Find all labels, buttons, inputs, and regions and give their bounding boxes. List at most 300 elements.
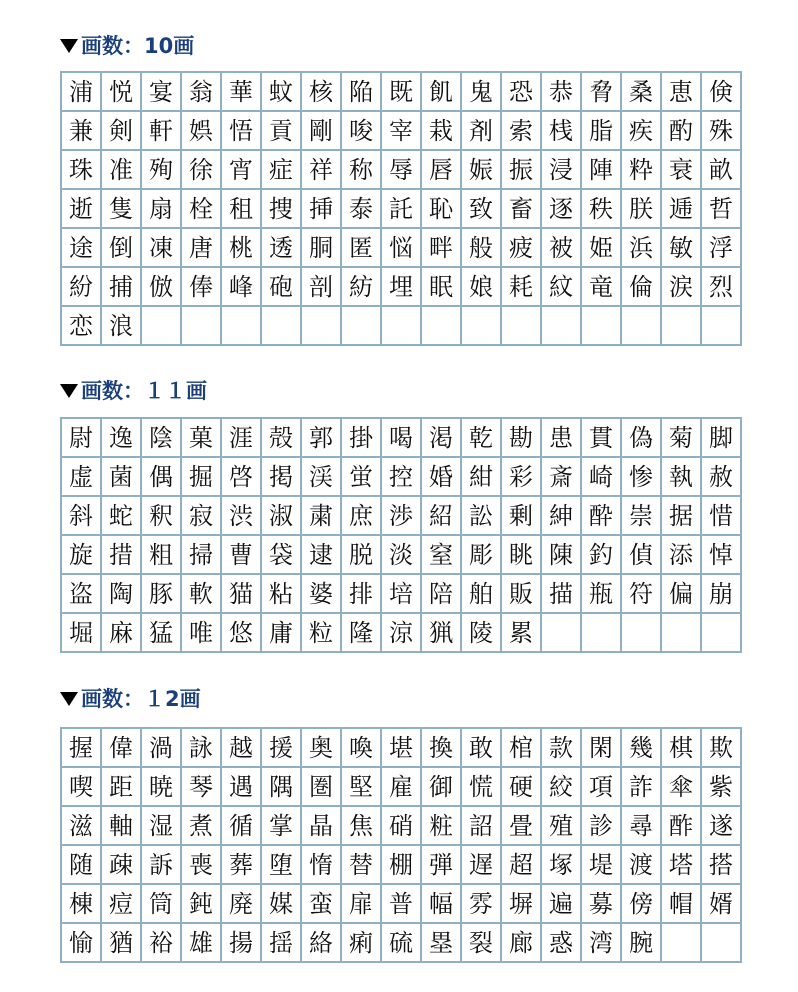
kanji-cell: 距 [102,768,142,807]
kanji-cell: 宰 [382,112,422,151]
kanji-cell: 紡 [342,268,382,307]
kanji-cell: 殻 [262,419,302,458]
kanji-cell: 逮 [302,536,342,575]
kanji-cell: 勘 [502,419,542,458]
kanji-cell: 倹 [702,73,742,112]
kanji-cell: 執 [662,458,702,497]
kanji-cell: 悦 [102,73,142,112]
kanji-cell: 控 [382,458,422,497]
kanji-cell: 剣 [102,112,142,151]
kanji-cell: 唇 [422,151,462,190]
kanji-cell: 恐 [502,73,542,112]
kanji-cell: 棺 [502,729,542,768]
kanji-cell: 絞 [542,768,582,807]
kanji-cell: 軒 [142,112,182,151]
kanji-cell: 惑 [542,924,582,963]
kanji-cell: 致 [462,190,502,229]
down-triangle-icon [60,692,78,706]
kanji-cell: 紳 [542,497,582,536]
kanji-cell: 竜 [582,268,622,307]
empty-cell [702,924,742,963]
kanji-cell: 遂 [702,807,742,846]
kanji-cell: 暁 [142,768,182,807]
kanji-cell: 砲 [262,268,302,307]
kanji-cell: 埋 [382,268,422,307]
empty-cell [422,307,462,346]
kanji-cell: 符 [622,575,662,614]
kanji-cell: 挿 [302,190,342,229]
kanji-cell: 棟 [62,885,102,924]
kanji-cell: 眺 [502,536,542,575]
kanji-cell: 凍 [142,229,182,268]
kanji-cell: 称 [342,151,382,190]
kanji-cell: 悠 [222,614,262,653]
kanji-cell: 袋 [262,536,302,575]
kanji-cell: 秩 [582,190,622,229]
kanji-cell: 菊 [662,419,702,458]
kanji-cell: 慌 [462,768,502,807]
kanji-cell: 途 [62,229,102,268]
empty-cell [302,307,342,346]
kanji-cell: 幅 [422,885,462,924]
kanji-cell: 曹 [222,536,262,575]
kanji-cell: 珠 [62,151,102,190]
kanji-cell: 普 [382,885,422,924]
kanji-cell: 啓 [222,458,262,497]
kanji-cell: 粘 [262,575,302,614]
kanji-cell: 喝 [382,419,422,458]
kanji-cell: 握 [62,729,102,768]
kanji-cell: 措 [102,536,142,575]
kanji-cell: 圏 [302,768,342,807]
kanji-cell: 累 [502,614,542,653]
kanji-cell: 猫 [222,575,262,614]
kanji-cell: 殉 [142,151,182,190]
kanji-cell: 豚 [142,575,182,614]
kanji-cell: 遇 [222,768,262,807]
kanji-cell: 娘 [462,268,502,307]
kanji-cell: 朕 [622,190,662,229]
kanji-cell: 偶 [142,458,182,497]
kanji-cell: 敢 [462,729,502,768]
kanji-cell: 託 [382,190,422,229]
kanji-cell: 振 [502,151,542,190]
kanji-cell: 透 [262,229,302,268]
kanji-cell: 渡 [622,846,662,885]
empty-cell [622,307,662,346]
kanji-cell: 蛮 [302,885,342,924]
kanji-cell: 渇 [422,419,462,458]
kanji-cell: 疾 [622,112,662,151]
kanji-cell: 畳 [502,807,542,846]
kanji-cell: 崩 [702,575,742,614]
kanji-cell: 兼 [62,112,102,151]
kanji-cell: 郭 [302,419,342,458]
kanji-cell: 捕 [102,268,142,307]
kanji-cell: 酔 [582,497,622,536]
kanji-cell: 患 [542,419,582,458]
kanji-cell: 陪 [422,575,462,614]
kanji-cell: 舶 [462,575,502,614]
kanji-cell: 婿 [702,885,742,924]
kanji-cell: 酢 [662,807,702,846]
kanji-cell: 剤 [462,112,502,151]
kanji-cell: 彩 [502,458,542,497]
kanji-cell: 寂 [182,497,222,536]
empty-cell [182,307,222,346]
kanji-cell: 脅 [582,73,622,112]
kanji-cell: 核 [302,73,342,112]
kanji-cell: 隅 [262,768,302,807]
kanji-cell: 虚 [62,458,102,497]
kanji-cell: 娠 [462,151,502,190]
heading-value: １2画 [144,687,201,711]
kanji-cell: 培 [382,575,422,614]
kanji-cell: 旋 [62,536,102,575]
kanji-cell: 搭 [702,846,742,885]
kanji-cell: 釣 [582,536,622,575]
kanji-cell: 唯 [182,614,222,653]
kanji-cell: 瓶 [582,575,622,614]
heading-label: 画数： [81,34,144,58]
kanji-cell: 換 [422,729,462,768]
kanji-cell: 疎 [102,846,142,885]
kanji-cell: 粋 [622,151,662,190]
kanji-cell: 婚 [422,458,462,497]
kanji-cell: 婆 [302,575,342,614]
kanji-cell: 据 [662,497,702,536]
kanji-cell: 殖 [542,807,582,846]
kanji-cell: 塀 [502,885,542,924]
kanji-cell: 偽 [622,419,662,458]
kanji-cell: 胴 [302,229,342,268]
kanji-cell: 辱 [382,151,422,190]
kanji-cell: 替 [342,846,382,885]
kanji-cell: 翁 [182,73,222,112]
kanji-cell: 脚 [702,419,742,458]
kanji-cell: 脂 [582,112,622,151]
kanji-cell: 匿 [342,229,382,268]
kanji-cell: 淑 [262,497,302,536]
kanji-cell: 雰 [462,885,502,924]
kanji-cell: 涙 [662,268,702,307]
kanji-cell: 疲 [502,229,542,268]
kanji-cell: 項 [582,768,622,807]
kanji-cell: 惜 [702,497,742,536]
kanji-cell: 喚 [342,729,382,768]
empty-cell [222,307,262,346]
kanji-cell: 陶 [102,575,142,614]
kanji-cell: 裕 [142,924,182,963]
kanji-cell: 湾 [582,924,622,963]
empty-cell [542,614,582,653]
kanji-cell: 泰 [342,190,382,229]
kanji-cell: 麻 [102,614,142,653]
kanji-cell: 唆 [342,112,382,151]
kanji-cell: 詔 [462,807,502,846]
kanji-cell: 廊 [502,924,542,963]
kanji-cell: 尉 [62,419,102,458]
kanji-cell: 湿 [142,807,182,846]
kanji-cell: 彫 [462,536,502,575]
kanji-cell: 堕 [262,846,302,885]
kanji-cell: 姫 [582,229,622,268]
kanji-cell: 陥 [342,73,382,112]
kanji-cell: 悟 [222,112,262,151]
kanji-cell: 隻 [102,190,142,229]
kanji-cell: 弾 [422,846,462,885]
empty-cell [462,307,502,346]
kanji-cell: 赦 [702,458,742,497]
kanji-cell: 裂 [462,924,502,963]
kanji-cell: 雇 [382,768,422,807]
kanji-cell: 排 [342,575,382,614]
kanji-cell: 斎 [542,458,582,497]
kanji-cell: 涼 [382,614,422,653]
kanji-cell: 塔 [662,846,702,885]
section-heading-10 [60,31,194,59]
kanji-cell: 悼 [702,536,742,575]
heading-label: 画数： [81,687,144,711]
kanji-cell: 傘 [662,768,702,807]
kanji-cell: 掲 [262,458,302,497]
kanji-cell: 租 [222,190,262,229]
kanji-cell: 桑 [622,73,662,112]
kanji-cell: 庸 [262,614,302,653]
kanji-cell: 棋 [662,729,702,768]
kanji-cell: 桃 [222,229,262,268]
kanji-cell: 剛 [302,112,342,151]
kanji-cell: 粒 [302,614,342,653]
kanji-cell: 酌 [662,112,702,151]
kanji-cell: 掛 [342,419,382,458]
kanji-cell: 陰 [142,419,182,458]
kanji-cell: 崎 [582,458,622,497]
kanji-cell: 庶 [342,497,382,536]
kanji-cell: 猟 [422,614,462,653]
kanji-cell: 涯 [222,419,262,458]
kanji-cell: 詐 [622,768,662,807]
kanji-cell: 華 [222,73,262,112]
kanji-cell: 葬 [222,846,262,885]
kanji-cell: 帽 [662,885,702,924]
kanji-cell: 恥 [422,190,462,229]
kanji-cell: 煮 [182,807,222,846]
kanji-cell: 掌 [262,807,302,846]
kanji-cell: 浸 [542,151,582,190]
kanji-cell: 循 [222,807,262,846]
kanji-cell: 琴 [182,768,222,807]
kanji-cell: 鈍 [182,885,222,924]
kanji-cell: 陣 [582,151,622,190]
kanji-cell: 恭 [542,73,582,112]
kanji-cell: 喪 [182,846,222,885]
empty-cell [542,307,582,346]
empty-cell [582,614,622,653]
kanji-cell: 畔 [422,229,462,268]
kanji-cell: 峰 [222,268,262,307]
kanji-cell: 御 [422,768,462,807]
kanji-cell: 貫 [582,419,622,458]
kanji-cell: 粧 [422,807,462,846]
kanji-cell: 浦 [62,73,102,112]
kanji-cell: 塚 [542,846,582,885]
kanji-cell: 殊 [702,112,742,151]
kanji-cell: 募 [582,885,622,924]
heading-value: 10画 [144,34,195,58]
kanji-cell: 粛 [302,497,342,536]
empty-cell [702,614,742,653]
empty-cell [622,614,662,653]
kanji-cell: 軸 [102,807,142,846]
empty-cell [662,614,702,653]
kanji-cell: 紹 [422,497,462,536]
kanji-cell: 惨 [622,458,662,497]
kanji-cell: 款 [542,729,582,768]
kanji-cell: 蛇 [102,497,142,536]
empty-cell [382,307,422,346]
kanji-cell: 娯 [182,112,222,151]
kanji-cell: 訴 [142,846,182,885]
kanji-cell: 堤 [582,846,622,885]
kanji-cell: 惰 [302,846,342,885]
kanji-cell: 渋 [222,497,262,536]
kanji-cell: 紛 [62,268,102,307]
kanji-cell: 廃 [222,885,262,924]
kanji-cell: 堀 [62,614,102,653]
kanji-cell: 紺 [462,458,502,497]
kanji-cell: 遅 [462,846,502,885]
kanji-cell: 倣 [142,268,182,307]
empty-cell [582,307,622,346]
kanji-cell: 被 [542,229,582,268]
kanji-cell: 焦 [342,807,382,846]
down-triangle-icon [60,39,78,53]
kanji-cell: 閑 [582,729,622,768]
kanji-cell: 釈 [142,497,182,536]
kanji-cell: 悩 [382,229,422,268]
kanji-cell: 詠 [182,729,222,768]
kanji-cell: 畜 [502,190,542,229]
kanji-cell: 斜 [62,497,102,536]
kanji-cell: 隆 [342,614,382,653]
kanji-cell: 添 [662,536,702,575]
kanji-cell: 剖 [302,268,342,307]
kanji-cell: 絡 [302,924,342,963]
kanji-cell: 越 [222,729,262,768]
kanji-cell: 欺 [702,729,742,768]
kanji-cell: 堪 [382,729,422,768]
kanji-cell: 索 [502,112,542,151]
kanji-cell: 痢 [342,924,382,963]
kanji-cell: 猶 [102,924,142,963]
kanji-cell: 尋 [622,807,662,846]
kanji-cell: 祥 [302,151,342,190]
kanji-cell: 揺 [262,924,302,963]
kanji-cell: 超 [502,846,542,885]
kanji-cell: 蚊 [262,73,302,112]
kanji-cell: 乾 [462,419,502,458]
kanji-cell: 偉 [102,729,142,768]
kanji-cell: 浜 [622,229,662,268]
kanji-cell: 逓 [662,190,702,229]
kanji-cell: 描 [542,575,582,614]
kanji-cell: 捜 [262,190,302,229]
kanji-cell: 晶 [302,807,342,846]
kanji-cell: 遍 [542,885,582,924]
kanji-cell: 紋 [542,268,582,307]
kanji-cell: 鬼 [462,73,502,112]
kanji-cell: 浮 [702,229,742,268]
heading-value: １１画 [144,379,207,403]
kanji-cell: 窒 [422,536,462,575]
kanji-cell: 逐 [542,190,582,229]
kanji-cell: 硝 [382,807,422,846]
kanji-cell: 宴 [142,73,182,112]
kanji-cell: 俸 [182,268,222,307]
kanji-cell: 衰 [662,151,702,190]
kanji-cell: 畝 [702,151,742,190]
empty-cell [342,307,382,346]
kanji-cell: 菓 [182,419,222,458]
kanji-cell: 浪 [102,307,142,346]
kanji-cell: 硬 [502,768,542,807]
empty-cell [502,307,542,346]
kanji-cell: 掘 [182,458,222,497]
kanji-cell: 棚 [382,846,422,885]
kanji-cell: 唐 [182,229,222,268]
kanji-cell: 恋 [62,307,102,346]
kanji-cell: 揚 [222,924,262,963]
kanji-grid-11 [60,417,742,653]
kanji-cell: 宵 [222,151,262,190]
kanji-cell: 倒 [102,229,142,268]
kanji-cell: 喫 [62,768,102,807]
kanji-cell: 軟 [182,575,222,614]
kanji-cell: 雄 [182,924,222,963]
kanji-cell: 桟 [542,112,582,151]
kanji-cell: 猛 [142,614,182,653]
kanji-cell: 訟 [462,497,502,536]
kanji-cell: 哲 [702,190,742,229]
empty-cell [702,307,742,346]
kanji-cell: 烈 [702,268,742,307]
kanji-cell: 媒 [262,885,302,924]
kanji-cell: 硫 [382,924,422,963]
kanji-cell: 淡 [382,536,422,575]
kanji-cell: 栓 [182,190,222,229]
kanji-cell: 症 [262,151,302,190]
kanji-cell: 紫 [702,768,742,807]
kanji-cell: 診 [582,807,622,846]
kanji-cell: 菌 [102,458,142,497]
kanji-cell: 偵 [622,536,662,575]
empty-cell [662,924,702,963]
kanji-cell: 扇 [142,190,182,229]
kanji-cell: 逸 [102,419,142,458]
kanji-cell: 腕 [622,924,662,963]
kanji-cell: 貢 [262,112,302,151]
kanji-cell: 敏 [662,229,702,268]
kanji-cell: 准 [102,151,142,190]
kanji-cell: 脱 [342,536,382,575]
kanji-cell: 偏 [662,575,702,614]
kanji-cell: 逝 [62,190,102,229]
kanji-cell: 愉 [62,924,102,963]
kanji-grid-10 [60,71,742,346]
kanji-cell: 粗 [142,536,182,575]
kanji-cell: 蛍 [342,458,382,497]
